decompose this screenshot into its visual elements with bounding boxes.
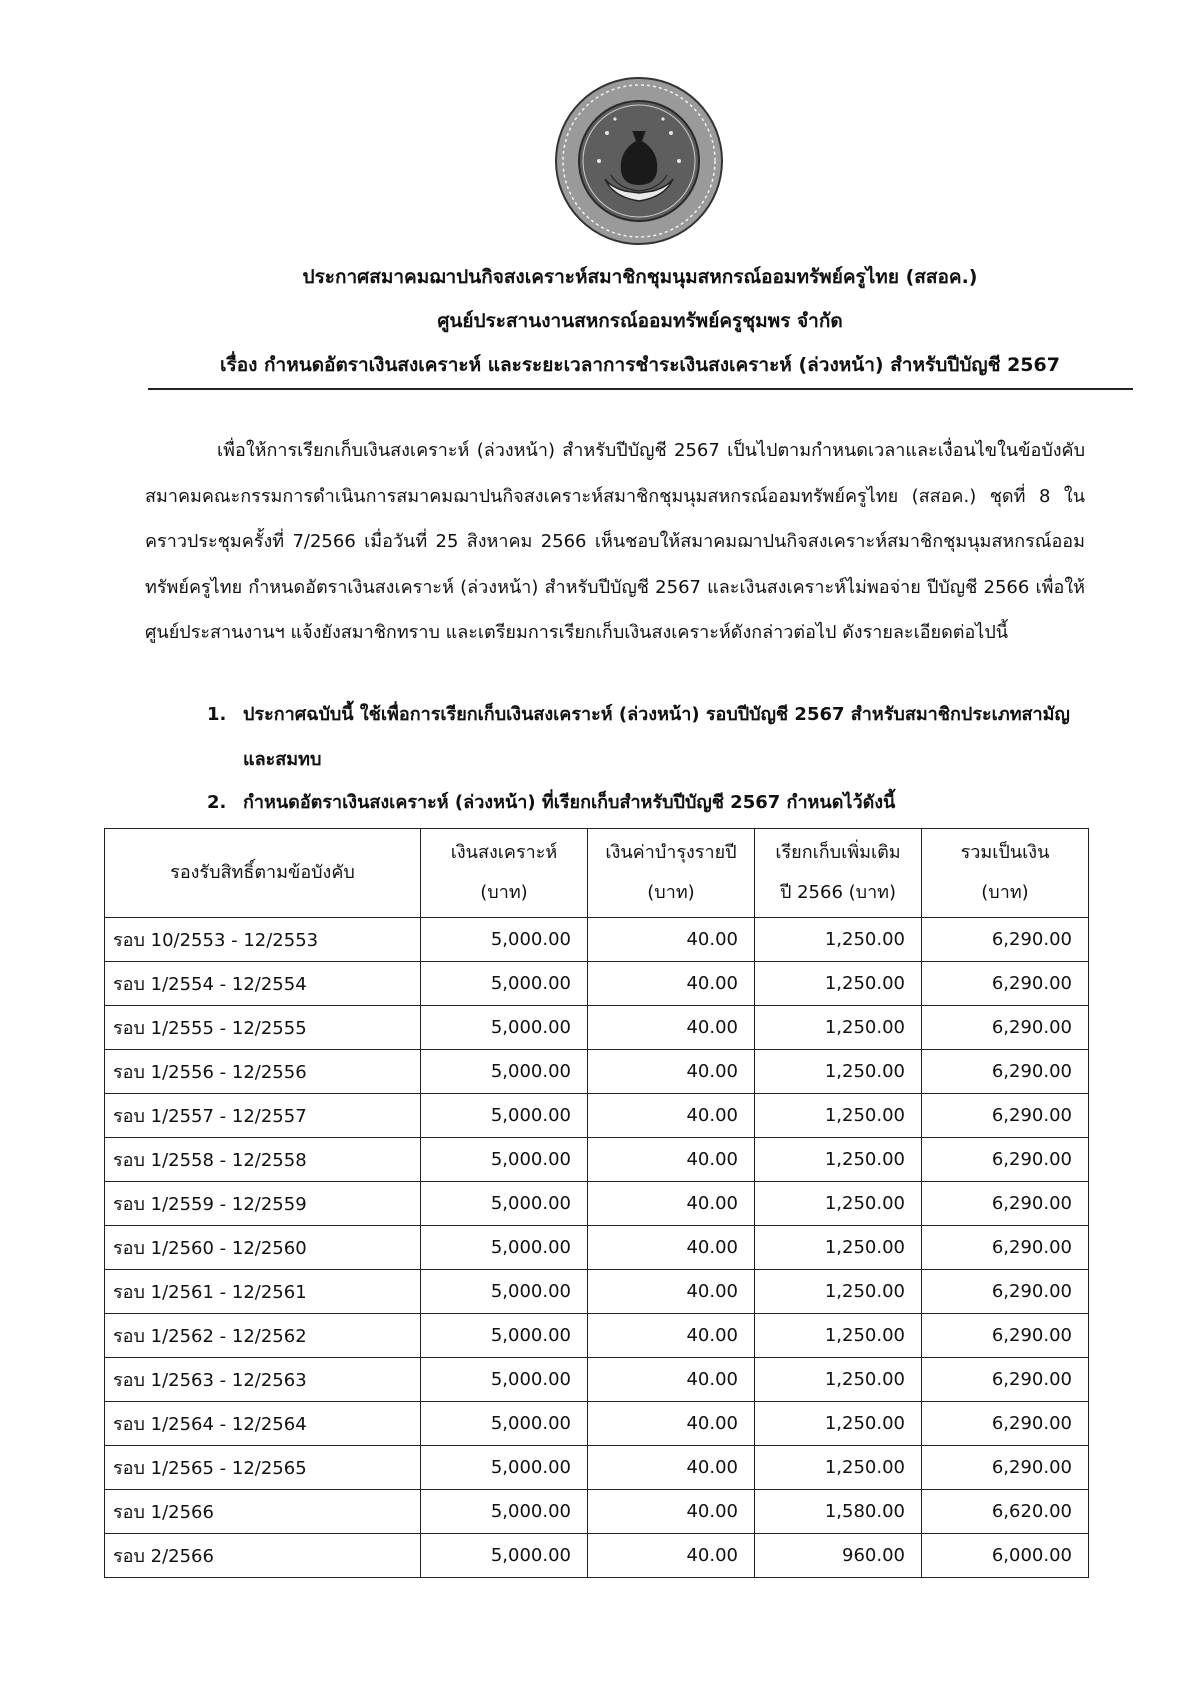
table-row <box>105 1490 1089 1534</box>
cell-annual-fee: 40.00 <box>588 1270 755 1314</box>
cell-extra-2566: 1,250.00 <box>755 1358 922 1402</box>
list-item-text: กำหนดอัตราเงินสงเคราะห์ (ล่วงหน้า) ที่เรียกเก็บสำหรับปีบัญชี 2567 กำหนดไว้ดังนี้ <box>243 792 896 813</box>
column-header-period <box>105 829 421 918</box>
table-row <box>105 1358 1089 1402</box>
cell-period: รอบ 1/2559 - 12/2559 <box>105 1182 421 1226</box>
table-row <box>105 1402 1089 1446</box>
cell-period: รอบ 1/2555 - 12/2555 <box>105 1006 421 1050</box>
cell-annual-fee: 40.00 <box>588 1490 755 1534</box>
cell-annual-fee: 40.00 <box>588 962 755 1006</box>
column-header-total <box>922 829 1089 918</box>
cell-welfare: 5,000.00 <box>421 1050 588 1094</box>
table-header-row <box>105 829 1089 918</box>
cell-total: 6,290.00 <box>922 1226 1089 1270</box>
cell-annual-fee: 40.00 <box>588 1446 755 1490</box>
cell-extra-2566: 960.00 <box>755 1534 922 1578</box>
column-header-annual-fee <box>588 829 755 918</box>
list-item-2 <box>207 780 1087 825</box>
cell-total: 6,290.00 <box>922 1446 1089 1490</box>
cell-period: รอบ 1/2554 - 12/2554 <box>105 962 421 1006</box>
cell-total: 6,290.00 <box>922 962 1089 1006</box>
table-row <box>105 1226 1089 1270</box>
header-line-2: ศูนย์ประสานงานสหกรณ์ออมทรัพย์ครูชุมพร จำกัด <box>437 310 843 332</box>
cell-total: 6,290.00 <box>922 1358 1089 1402</box>
cell-extra-2566: 1,250.00 <box>755 918 922 962</box>
table-row <box>105 962 1089 1006</box>
cell-total: 6,290.00 <box>922 1138 1089 1182</box>
table-row <box>105 1270 1089 1314</box>
cell-total: 6,620.00 <box>922 1490 1089 1534</box>
cell-welfare: 5,000.00 <box>421 1358 588 1402</box>
cell-welfare: 5,000.00 <box>421 1402 588 1446</box>
header-unit: (บาท) <box>981 882 1029 903</box>
cell-period: รอบ 1/2558 - 12/2558 <box>105 1138 421 1182</box>
cell-welfare: 5,000.00 <box>421 1094 588 1138</box>
list-item-number: 2. <box>207 792 227 813</box>
cell-total: 6,290.00 <box>922 1006 1089 1050</box>
cell-extra-2566: 1,250.00 <box>755 1226 922 1270</box>
header-unit: (บาท) <box>480 882 528 903</box>
cell-total: 6,290.00 <box>922 1050 1089 1094</box>
cell-welfare: 5,000.00 <box>421 918 588 962</box>
cell-extra-2566: 1,250.00 <box>755 962 922 1006</box>
cell-extra-2566: 1,250.00 <box>755 1402 922 1446</box>
cell-period: รอบ 1/2560 - 12/2560 <box>105 1226 421 1270</box>
cell-total: 6,290.00 <box>922 1314 1089 1358</box>
cell-period: รอบ 1/2556 - 12/2556 <box>105 1050 421 1094</box>
cell-period: รอบ 1/2562 - 12/2562 <box>105 1314 421 1358</box>
cell-period: รอบ 2/2566 <box>105 1534 421 1578</box>
column-header-extra <box>755 829 922 918</box>
cell-total: 6,290.00 <box>922 1270 1089 1314</box>
cell-period: รอบ 10/2553 - 12/2553 <box>105 918 421 962</box>
table-row <box>105 918 1089 962</box>
cell-welfare: 5,000.00 <box>421 1270 588 1314</box>
list-item-1 <box>207 692 1087 782</box>
cell-welfare: 5,000.00 <box>421 1446 588 1490</box>
table-row <box>105 1446 1089 1490</box>
cell-welfare: 5,000.00 <box>421 1490 588 1534</box>
cell-welfare: 5,000.00 <box>421 962 588 1006</box>
cell-extra-2566: 1,250.00 <box>755 1094 922 1138</box>
cell-welfare: 5,000.00 <box>421 1182 588 1226</box>
association-seal-icon <box>553 75 725 247</box>
cell-period: รอบ 1/2561 - 12/2561 <box>105 1270 421 1314</box>
cell-annual-fee: 40.00 <box>588 1534 755 1578</box>
cell-annual-fee: 40.00 <box>588 1182 755 1226</box>
cell-extra-2566: 1,250.00 <box>755 1050 922 1094</box>
header-divider <box>148 388 1133 390</box>
table-row <box>105 1094 1089 1138</box>
cell-extra-2566: 1,250.00 <box>755 1446 922 1490</box>
column-header-welfare <box>421 829 588 918</box>
cell-total: 6,290.00 <box>922 1094 1089 1138</box>
header-unit: (บาท) <box>647 882 695 903</box>
cell-extra-2566: 1,250.00 <box>755 1138 922 1182</box>
table-row <box>105 1006 1089 1050</box>
header-text: รวมเป็นเงิน <box>960 842 1050 863</box>
header-subject: เรื่อง กำหนดอัตราเงินสงเคราะห์ และระยะเวลาการชำระเงินสงเคราะห์ (ล่วงหน้า) สำหรับปีบัญชี 2567 <box>220 354 1060 376</box>
cell-period: รอบ 1/2566 <box>105 1490 421 1534</box>
table-row <box>105 1534 1089 1578</box>
welfare-rate-table <box>104 828 1089 1578</box>
cell-annual-fee: 40.00 <box>588 1138 755 1182</box>
header-unit: ปี 2566 (บาท) <box>779 882 897 903</box>
cell-welfare: 5,000.00 <box>421 1138 588 1182</box>
cell-extra-2566: 1,250.00 <box>755 1182 922 1226</box>
cell-extra-2566: 1,250.00 <box>755 1270 922 1314</box>
cell-annual-fee: 40.00 <box>588 1226 755 1270</box>
cell-extra-2566: 1,250.00 <box>755 1006 922 1050</box>
table-row <box>105 1314 1089 1358</box>
cell-total: 6,290.00 <box>922 1182 1089 1226</box>
cell-period: รอบ 1/2564 - 12/2564 <box>105 1402 421 1446</box>
table-row <box>105 1182 1089 1226</box>
header-text: เงินค่าบำรุงรายปี <box>605 842 737 863</box>
cell-welfare: 5,000.00 <box>421 1226 588 1270</box>
cell-annual-fee: 40.00 <box>588 1314 755 1358</box>
cell-annual-fee: 40.00 <box>588 918 755 962</box>
cell-period: รอบ 1/2563 - 12/2563 <box>105 1358 421 1402</box>
cell-welfare: 5,000.00 <box>421 1314 588 1358</box>
cell-extra-2566: 1,580.00 <box>755 1490 922 1534</box>
cell-welfare: 5,000.00 <box>421 1006 588 1050</box>
cell-total: 6,000.00 <box>922 1534 1089 1578</box>
header-line-1: ประกาศสมาคมฌาปนกิจสงเคราะห์สมาชิกชุมนุมสหกรณ์ออมทรัพย์ครูไทย (สสอค.) <box>302 266 978 288</box>
cell-annual-fee: 40.00 <box>588 1094 755 1138</box>
table-row <box>105 1050 1089 1094</box>
cell-annual-fee: 40.00 <box>588 1006 755 1050</box>
cell-annual-fee: 40.00 <box>588 1358 755 1402</box>
cell-period: รอบ 1/2565 - 12/2565 <box>105 1446 421 1490</box>
list-item-number: 1. <box>207 704 227 725</box>
header-text: เรียกเก็บเพิ่มเติม <box>775 842 901 863</box>
cell-extra-2566: 1,250.00 <box>755 1314 922 1358</box>
table-body <box>105 918 1089 1578</box>
intro-paragraph-text: เพื่อให้การเรียกเก็บเงินสงเคราะห์ (ล่วงหน้า) สำหรับปีบัญชี 2567 เป็นไปตามกำหนดเวลาและเงื่อนไขในข้อบังคับสมาคมคณะกรรมการดำเนินการสมาคมฌาปนกิจสงเคราะห์สมาชิกชุมนุมสหกรณ์ออมทรัพย์ครูไทย (สสอค.) ชุดที่ 8 ในคราวประชุมครั้งที่ 7/2566 เมื่อวันที่ 25 สิงหาคม 2566 เห็นชอบให้สมาคมฌาปนกิจสงเคราะห์สมาชิกชุมนุมสหกรณ์ออมทรัพย์ครูไทย กำหนดอัตราเงินสงเคราะห์ (ล่วงหน้า) สำหรับปีบัญชี 2567 และเงินสงเคราะห์ไม่พอจ่าย ปีบัญชี 2566 เพื่อให้ศูนย์ประสานงานฯ แจ้งยังสมาชิกทราบ และเตรียมการเรียกเก็บเงินสงเคราะห์ดังกล่าวต่อไป ดังรายละเอียดต่อไปนี้ <box>145 440 1085 643</box>
intro-paragraph <box>145 428 1085 656</box>
cell-total: 6,290.00 <box>922 918 1089 962</box>
cell-annual-fee: 40.00 <box>588 1050 755 1094</box>
header-text: รองรับสิทธิ์ตามข้อบังคับ <box>170 862 355 883</box>
cell-total: 6,290.00 <box>922 1402 1089 1446</box>
list-item-text: ประกาศฉบับนี้ ใช้เพื่อการเรียกเก็บเงินสงเคราะห์ (ล่วงหน้า) รอบปีบัญชี 2567 สำหรับสมาชิกประเภทสามัญและสมทบ <box>243 704 1070 770</box>
table-row <box>105 1138 1089 1182</box>
cell-annual-fee: 40.00 <box>588 1402 755 1446</box>
header-text: เงินสงเคราะห์ <box>450 842 558 863</box>
cell-welfare: 5,000.00 <box>421 1534 588 1578</box>
cell-period: รอบ 1/2557 - 12/2557 <box>105 1094 421 1138</box>
